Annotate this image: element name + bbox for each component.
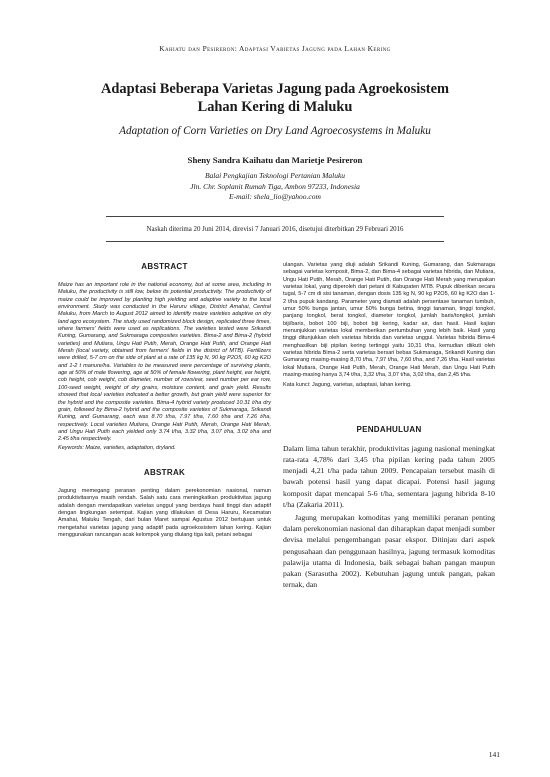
right-column	[283, 262, 495, 590]
abstrak-continued: ulangan. Varietas yang diuji adalah Srikandi Kuning, Gumarang, dan Sukmaraga sebagai varietas komposit, Bima-2, dan Bima-4 sebagai varietas hibrida, dan Mutiara, Ungu Hati Putih, Merah, Orange Hati Putih, dan Orange Hati Merah yang merupakan varietas lokal, yang diperoleh dari petani di Kabupaten MTB. Pupuk diberikan secara tugal, 5-7 cm di sisi tanaman, dengan dosis 135 kg N, 90 kg P2O5, 60 kg K2O dan 1-2 t/ha pupuk kandang. Parameter yang diamati adalah persentase tanaman tumbuh, umur 50% bunga jantan, umur 50% bunga betina, tinggi tanaman, tinggi tongkol, panjang tongkol, berat tongkol, diameter tongkol, jumlah baris/tongkol, jumlah biji/baris, bobot 100 biji, bobot biji kering, kadar air, dan hasil. Hasil kajian menunjukkan varietas lokal memberikan pertumbuhan yang lebih baik. Hasil yang tinggi ditunjukkan oleh varietas hibrida dan varietas unggul. Varietas hibrida Bima-4 menghasilkan biji pipilan kering tertinggi yaitu 10,31 t/ha, kemudian diikuti oleh varietas hibrida Bima-2 serta varietas bersari bebas Sukmaraga, Srikandi Kuning dan Gumarang masing-masing 8,70 t/ha, 7,97 t/ha, 7,60 t/ha, and 7,26 t/ha. Hasil varietas lokal Mutiara, Orange Hati Putih, Merah, Orange Hati Merah, dan Ungu Hati Putih masing-masing hanya 3,74 t/ha, 3,32 t/ha, 3,07 t/ha, 3,02 t/ha, dan 2,45 t/ha.	[283, 262, 495, 379]
authors: Sheny Sandra Kaihatu dan Marietje Pesireron	[187, 155, 363, 165]
keywords-indonesian: Kata kunci: Jagung, varietas, adaptasi, lahan kering.	[283, 381, 412, 388]
submission-dates: Naskah diterima 20 Juni 2014, direvisi 7 Januari 2016, disetujui diterbitkan 29 Februari 2016	[146, 226, 404, 233]
intro-paragraph-1: Dalam lima tahun terakhir, produktivitas jagung nasional meningkat rata-rata 4,78% dari 3,45 t/ha pipilan kering pada tahun 2005 menjadi 4,21 t/ha pada tahun 2009. Pencapaian tersebut masih di bawah potensi hasil yang dapat dicapai. Potensi hasil jagung komposit dapat mencapai 5-6 t/ha, sementara jagung hibrida 8-10 t/ha (Zakaria 2011).	[283, 443, 495, 509]
affiliation-address: Jln. Chr. Soplanit Rumah Tiga, Ambon 97233, Indonesia	[190, 181, 360, 191]
divider-top	[106, 216, 444, 217]
page-number: 141	[488, 750, 500, 759]
affiliation	[60, 171, 490, 203]
title-line-2: Lahan Kering di Maluku	[197, 99, 353, 115]
affiliation-institution: Balai Pengkajian Teknologi Pertanian Maluku	[204, 171, 346, 180]
running-head: Kahiatu dan Pesireron: Adaptasi Varietas Jagung pada Lahan Kering	[159, 44, 391, 53]
abstract-english: Maize has an important role in the national economy, but at some area, including in Maluku, the productivity is still low, below its potential productivity. The productivity of maize could be improved by planting high yielding and adaptive variety to the local environment. Study was conducted in the Haruru village, District Amahai, Central Maluku, from March to August 2012 aimed to identify maize varieties adaptive on dry land agro ecosystem. The study used randomized block design, replicated three times, where farmers' fields were used as replications. The varieties tested were Srikandi Kuning, Gumarang, and Sukmaraga composites varieties. Bima-2 and Bima-2 (hybrid varieties) and Mutiara, Ungu Hati Putih, Merah, Orange Hati Putih, and Orange Hati Merah (local variety, obtained from farmers' fields in the district of MTB). Fertilizers were drilled, 5-7 cm on the side of plant at a rate of 135 kg N, 90 kg P2O5, 60 kg K2O and 1-2 t manure/ha. Variables to be measured were percentage of surviving plants, age at 50% of male flowering, age at 50% of female flowering, plant height, ear height, cob height, cob weight, cob diameter, number of rows/ear, seed number per ear row, 100-seed weight, weight of dry grains, moisture content, and grain yield. Results showed that local varieties indicated a better growth, but grain yield were superior for the hybrid and the composite varieties. Bima-4 hybrid variety produced 10.31 t/ha dry grain, followed by Bima-2 hybrid and the composite varieties of Sukmaraga, Srikandi Kuning, and Gumarang, each was 8.70 t/ha, 7.97 t/ha, 7.60 t/ha and 7.26 t/ha, respectively. Local varieties Mutiara, Orange Hati Putih, Merah, Orange Hati Merah, and Ungu Hati Putih each yielded only 3.74 t/ha, 3.32 t/ha, 3.07 t/ha, 3.02 t/ha and 2.45 t/ha respectively.	[58, 282, 271, 443]
intro-paragraph-2: Jagung merupakan komoditas yang memiliki peranan penting dalam perekonomian nasional dan diharapkan dapat menjadi sumber devisa melalui pengembangan pasar ekspor. Ditinjau dari aspek pengusahaan dan penggunaan hasilnya, jagung termasuk komoditas palawija utama di Indonesia, baik sebagai bahan pangan maupun pakan (Sarasutha 2002). Kebutuhan jagung untuk pangan, pakan ternak, dan	[283, 513, 495, 590]
left-column	[58, 262, 271, 539]
divider-bottom	[106, 241, 444, 242]
introduction-heading: PENDAHULUAN	[356, 424, 422, 434]
title-line-1: Adaptasi Beberapa Varietas Jagung pada Agroekosistem	[101, 81, 449, 97]
abstract-heading: ABSTRACT	[141, 262, 188, 271]
article-title	[60, 80, 490, 116]
affiliation-email: E-mail: shela_lio@yahoo.com	[229, 192, 321, 201]
english-title: Adaptation of Corn Varieties on Dry Land Agroecosystems in Maluku	[119, 125, 431, 137]
abstrak-heading: ABSTRAK	[143, 467, 186, 477]
keywords-english: Keywords: Maize, varieties, adaptation, dryland.	[58, 444, 176, 451]
abstract-indonesian: Jagung memegang peranan penting dalam perekonomian nasional, namun produktivitasnya masih rendah. Salah satu cara meningkatkan produktivitas jagung adalah dengan mendapatkan varietas unggul yang berdaya hasil tinggi dan adaptif dengan lingkungan setempat. Kajian yang dilakukan di Desa Haruru, Kecamatan Amahai, Maluku Tengah, dari bulan Maret sampai Agustus 2012 bertujuan untuk mengetahui varietas jagung yang adaptif pada agroekosistem lahan kering. Kajian menggunakan rancangan acak kelompok yang diulang tiga kali, petani sebagai	[58, 487, 271, 538]
